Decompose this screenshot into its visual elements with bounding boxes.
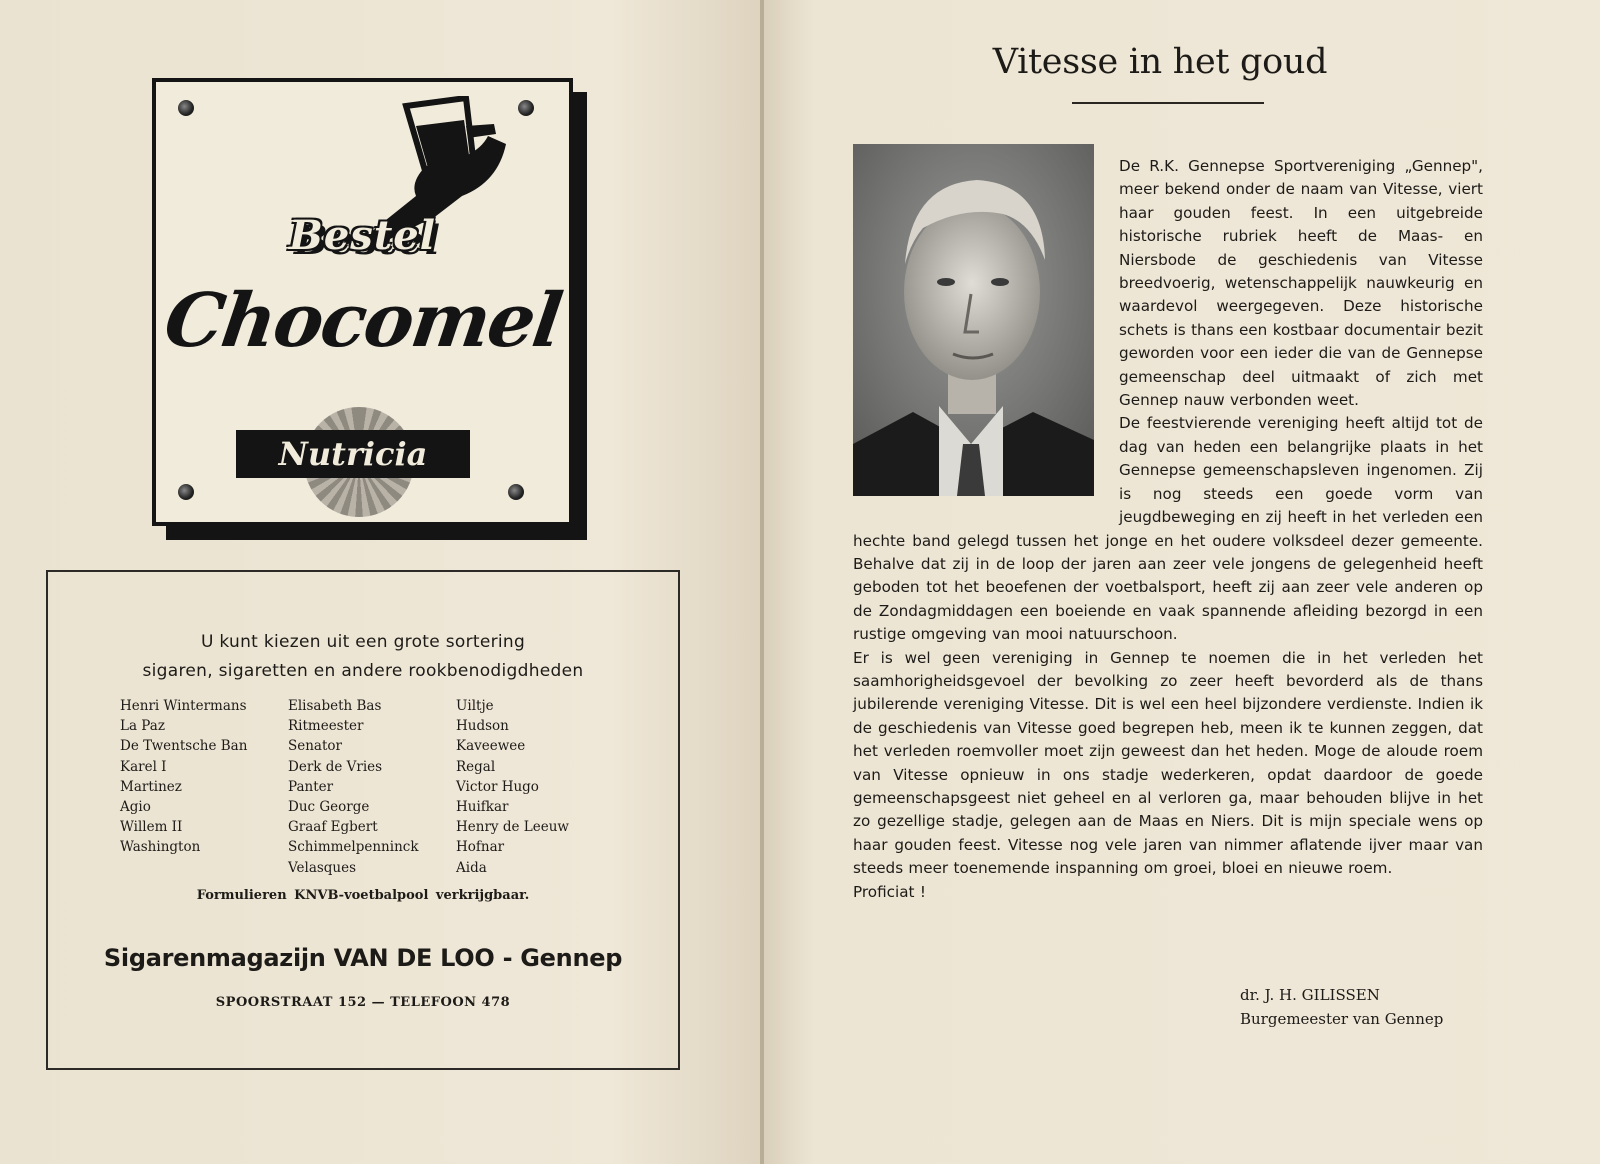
screw-icon [508, 484, 524, 500]
article-paragraph: De R.K. Gennepse Sportvereniging „Gennep", meer bekend onder de naam van Vitesse, viert haar gouden feest. In een uitgebreide historische rubriek heeft de Maas- en Niersbode de geschiedenis van Vitesse breedvoerig, wetenschappelijk nauwkeurig en waardevol weergegeven. Deze historische schets is thans een kostbaar documentair bezit geworden voor een ieder die van de Gennepse gemeenschap deel uitmaakt of zich met Gennep nauw verbonden weet. [1119, 157, 1483, 410]
article-paragraph: Er is wel geen vereniging in Gennep te noemen die in het verleden het saamhorigheidsgevoel der bevolking zo zeer heeft bevorderd als de thans jubilerende vereniging Vitesse. Dit is wel een heel bijzondere verdienste. Indien ik de geschiedenis van Vitesse goed begrepen heb, meen ik te kunnen zeggen, dat het verleden roemvoller moet zijn geweest dan het heden. Moge de aloude roem van Vitesse opnieuw in ons stadje wederkeren, opdat daardoor de goede gemeenschapsgeest niet geheel en al verloren ga, maar behouden blijve in het zo gezellige stadje, gelegen aan de Maas en Niers. Dit is mijn speciale wens op haar gouden feest. Vitesse nog vele jaren van nimmer aflatende ijver maar van steeds meer toenemende inspanning om groei, bloei en nieuwe roem. [853, 648, 1483, 878]
signature-block [1240, 983, 1443, 1031]
list-item: Henri Wintermans [120, 698, 247, 714]
list-item: Karel I [120, 758, 167, 775]
nutricia-label: Nutricia [236, 430, 470, 478]
shop-address: SPOORSTRAAT 152 — TELEFOON 478 [215, 995, 511, 1010]
pool-forms-notice: Formulieren KNVB-voetbalpool verkrijgbaar. [196, 888, 530, 903]
left-page [0, 0, 764, 1164]
title-divider [1072, 102, 1264, 104]
screw-icon [178, 100, 194, 116]
list-item: Willem II [120, 819, 183, 836]
list-item: Graaf Egbert [288, 819, 378, 836]
article-body [853, 155, 1483, 904]
brand-column-3 [456, 696, 569, 878]
list-item: Washington [120, 839, 201, 856]
cigar-intro-line2: sigaren, sigaretten en andere rookbenodigdheden [142, 661, 584, 681]
list-item: Kaveewee [456, 738, 526, 755]
list-item: Victor Hugo [456, 778, 539, 795]
list-item: Derk de Vries [288, 758, 383, 775]
list-item: Agio [120, 798, 151, 815]
article-title: Vitesse in het goud [992, 42, 1328, 82]
list-item: Henry de Leeuw [456, 819, 569, 836]
signature-name: dr. J. H. GILISSEN [1240, 986, 1380, 1004]
list-item: Senator [288, 738, 342, 755]
brand-column-1 [120, 696, 247, 858]
signature-title: Burgemeester van Gennep [1240, 1010, 1444, 1028]
shop-name: Sigarenmagazijn VAN DE LOO - Gennep [103, 944, 623, 972]
list-item: Regal [456, 758, 496, 775]
list-item: Uiltje [456, 698, 494, 714]
list-item: Duc George [288, 798, 370, 815]
list-item: Martinez [120, 778, 182, 795]
list-item: La Paz [120, 718, 165, 735]
article-paragraph: De feestvierende vereniging heeft altijd tot de dag van heden een belangrijke plaats in het Gennepse gemeenschapsleven ingenomen. Zij is nog steeds een goede vorm van jeugdbeweging en zij heeft in het verleden een hechte band gelegd tussen het jonge en het oudere volksdeel dezer gemeente. Behalve dat zij in de loop der jaren aan zeer vele jongens de gelegenheid heeft geboden tot het beoefenen der voetbalsport, heeft zij aan zeer vele anderen op de Zondagmiddagen een boeiende en vaak spannende afleiding bezorgd in een rustige omgeving van mooi natuurschoon. [853, 414, 1483, 644]
cigar-shop-advertisement [46, 570, 680, 1070]
cigar-intro [48, 628, 678, 686]
list-item: Velasques [288, 859, 357, 876]
list-item: Ritmeester [288, 718, 364, 735]
list-item: Schimmelpenninck [288, 839, 419, 856]
list-item: Hofnar [456, 839, 505, 856]
brand-column-2 [288, 696, 419, 878]
list-item: Aida [456, 859, 487, 876]
list-item: Huifkar [456, 798, 509, 815]
list-item: Panter [288, 778, 334, 795]
list-item: Hudson [456, 718, 509, 735]
chocomel-advertisement [152, 78, 573, 526]
screw-icon [178, 484, 194, 500]
article-paragraph: Proficiat ! [853, 882, 926, 901]
list-item: De Twentsche Ban [120, 738, 248, 755]
bestel-heading: Bestel [289, 212, 436, 259]
list-item: Elisabeth Bas [288, 698, 382, 714]
portrait-spacer [853, 155, 1119, 511]
cigar-intro-line1: U kunt kiezen uit een grote sortering [200, 632, 526, 652]
chocomel-logo: Chocomel [159, 278, 566, 364]
